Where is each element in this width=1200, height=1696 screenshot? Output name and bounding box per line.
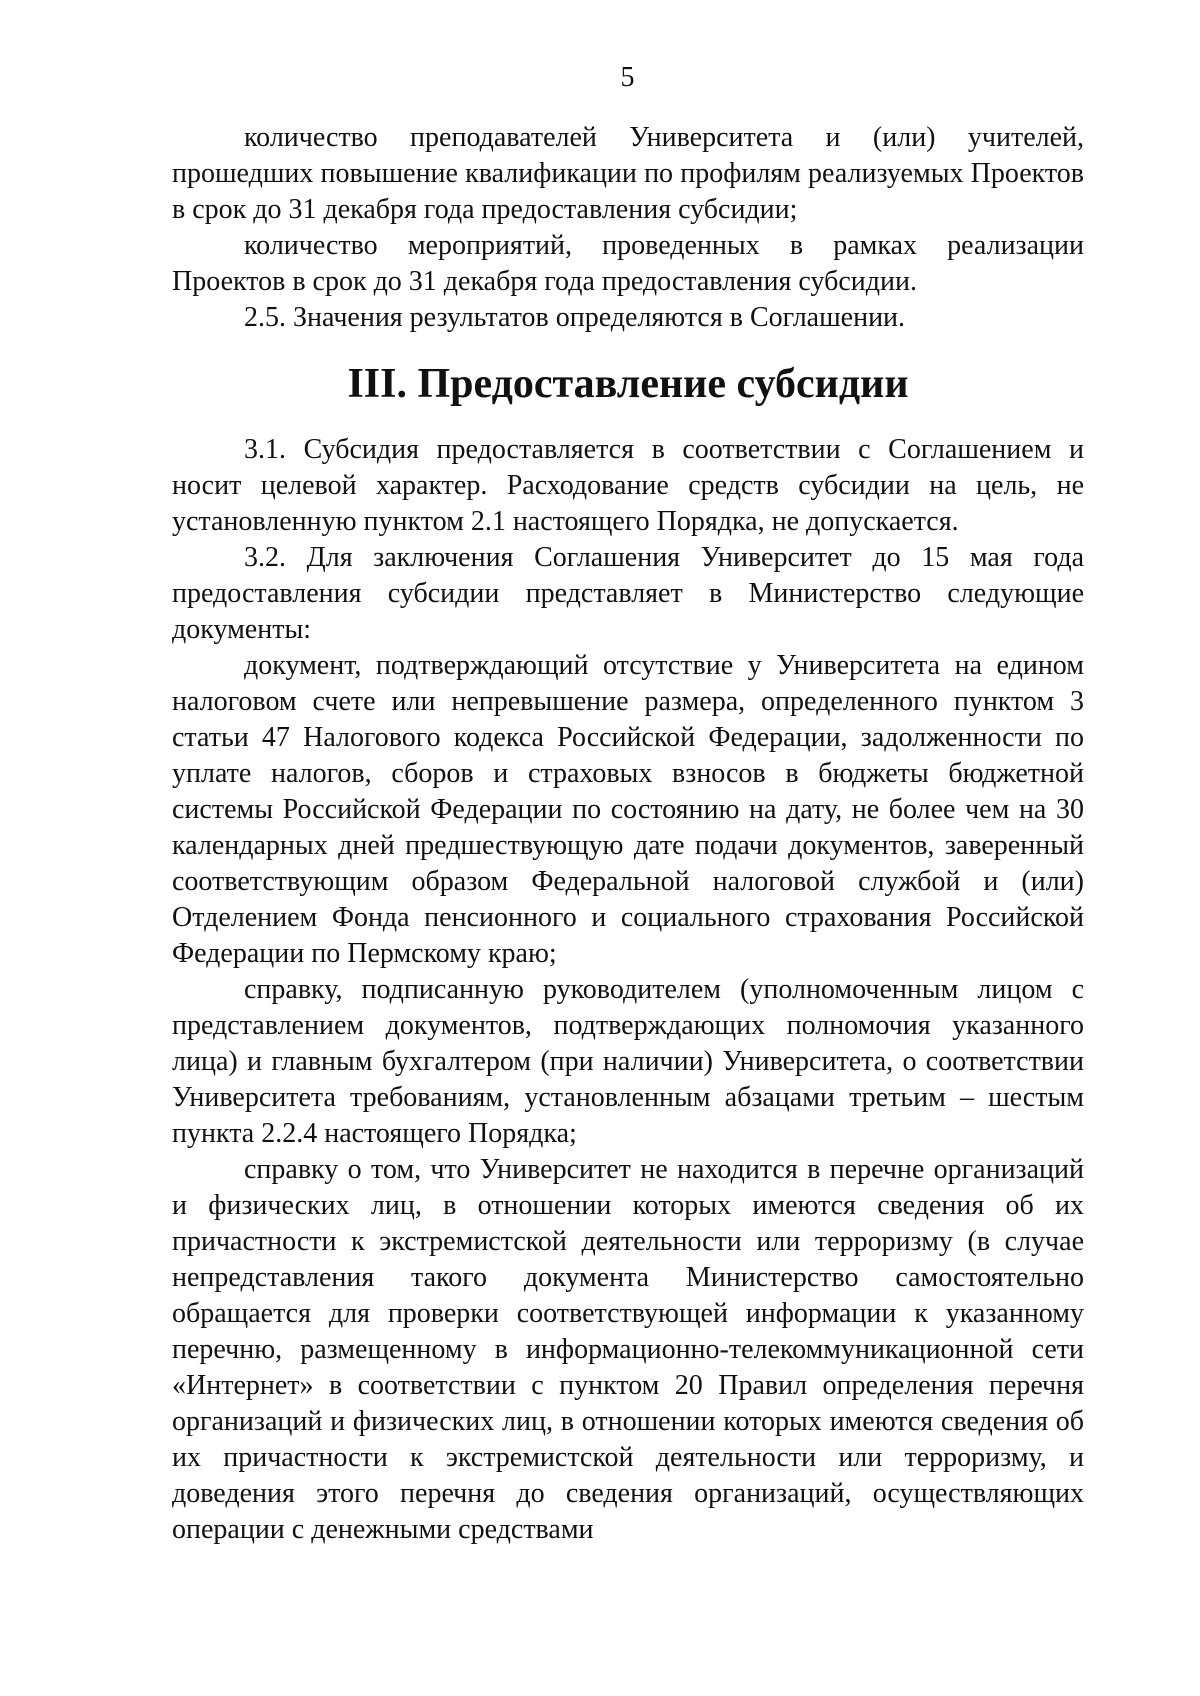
- document-body: [172, 120, 1084, 1548]
- paragraph-extremism-certificate: справку о том, что Университет не находится в перечне организаций и физических лиц, в отношении которых имеются сведения об их причастности к экстремистской деятельности или терроризму (в случае непредставления такого документа Министерство самостоятельно обращается для проверки соответствующей информации к указанному перечню, размещенному в информационно-телекоммуникационной сети «Интернет» в соответствии с пунктом 20 Правил определения перечня организаций и физических лиц, в отношении которых имеются сведения об их причастности к экстремистской деятельности или терроризму, и доведения этого перечня до сведения организаций, осуществляющих операции с денежными средствами: [172, 1154, 1084, 1545]
- page-number: 5: [620, 62, 635, 93]
- paragraph-signed-certificate: справку, подписанную руководителем (уполномоченным лицом с представлением документов, подтверждающих полномочия указанного лица) и главным бухгалтером (при наличии) Университета, о соответствии Университета требованиям, установленным абзацами третьим – шестым пункта 2.2.4 настоящего Порядка;: [172, 974, 1084, 1149]
- paragraph-tax-document: документ, подтверждающий отсутствие у Университета на едином налоговом счете или непревышение размера, определенного пунктом 3 статьи 47 Налогового кодекса Российской Федерации, задолженности по уплате налогов, сборов и страховых взносов в бюджеты бюджетной системы Российской Федерации по состоянию на дату, не более чем на 30 календарных дней предшествующую дате подачи документов, заверенный соответствующим образом Федеральной налоговой службой и (или) Отделением Фонда пенсионного и социального страхования Российской Федерации по Пермскому краю;: [172, 650, 1084, 969]
- paragraph-events-count: количество мероприятий, проведенных в рамках реализации Проектов в срок до 31 декабря года предоставления субсидии.: [172, 230, 1084, 297]
- paragraph-2-5: 2.5. Значения результатов определяются в Соглашении.: [244, 302, 906, 333]
- paragraph-3-1: 3.1. Субсидия предоставляется в соответствии с Соглашением и носит целевой характер. Расходование средств субсидии на цель, не установленную пунктом 2.1 настоящего Порядка, не допускается.: [172, 434, 1084, 537]
- section-heading: III. Предоставление субсидии: [347, 361, 909, 407]
- paragraph-3-2: 3.2. Для заключения Соглашения Университет до 15 мая года предоставления субсидии представляет в Министерство следующие документы:: [172, 542, 1084, 645]
- paragraph-teacher-count: количество преподавателей Университета и (или) учителей, прошедших повышение квалификации по профилям реализуемых Проектов в срок до 31 декабря года предоставления субсидии;: [172, 122, 1084, 225]
